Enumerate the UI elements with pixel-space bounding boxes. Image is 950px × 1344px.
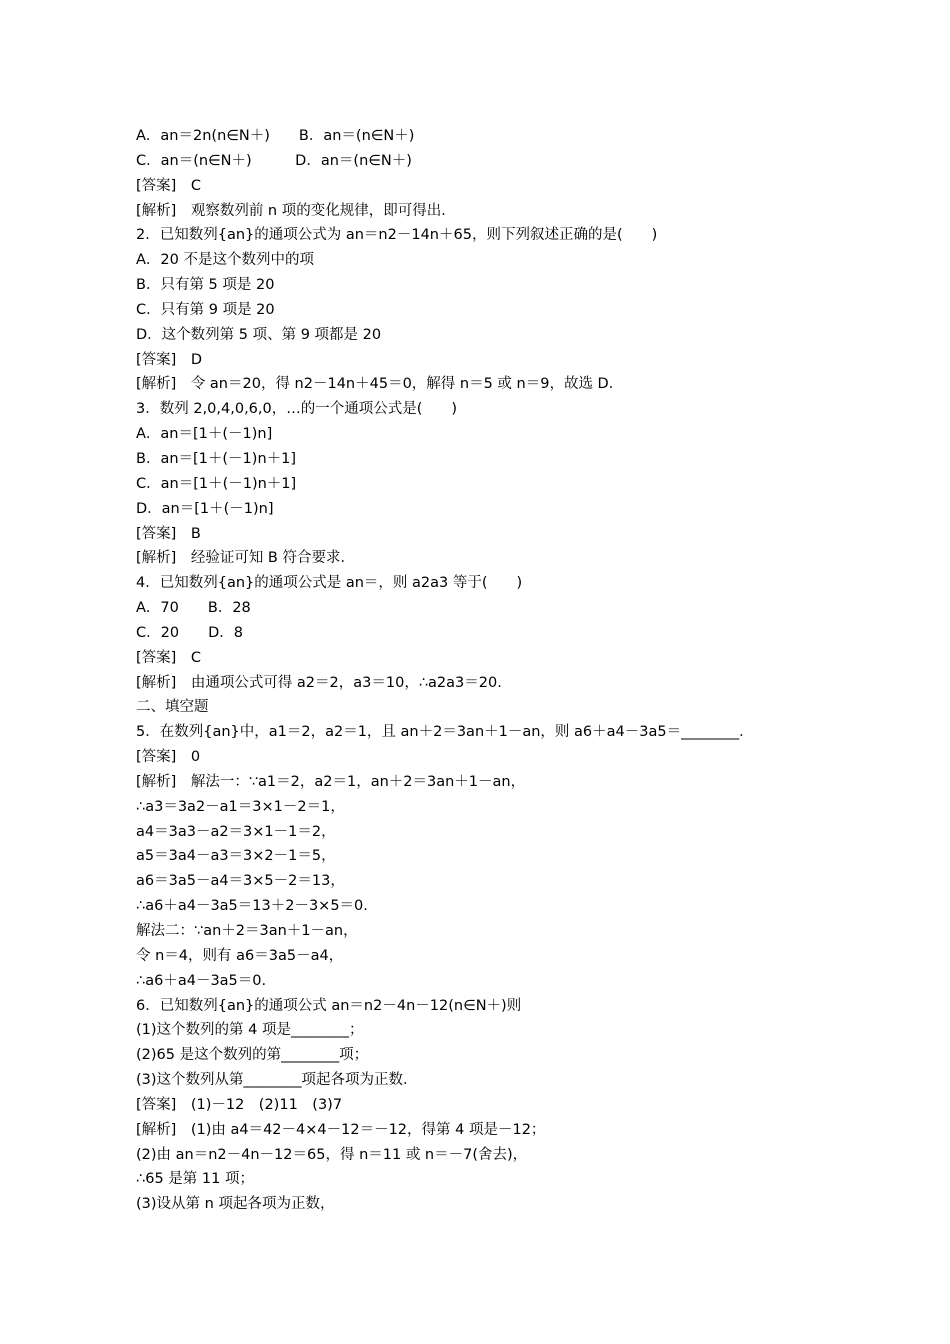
- question-2: 2．已知数列{an}的通项公式为 an＝n2－14n＋65，则下列叙述正确的是( ): [136, 227, 658, 244]
- answer-line: [答案] B: [136, 525, 201, 542]
- solution-line: a5＝3a4－a3＝3×2－1＝5，: [136, 848, 336, 865]
- option-line: C．an＝[1＋(－1)n＋1]: [136, 475, 297, 492]
- solution-line: ∴a6＋a4－3a5＝0.: [136, 972, 267, 989]
- analysis-line: [解析] 由通项公式可得 a2＝2，a3＝10，∴a2a3＝20.: [136, 674, 502, 691]
- sub-question: (2)65 是这个数列的第________项；: [136, 1047, 369, 1064]
- solution-line: a6＝3a5－a4＝3×5－2＝13，: [136, 873, 345, 890]
- question-6: 6．已知数列{an}的通项公式 an＝n2－4n－12(n∈N＋)则: [136, 997, 522, 1014]
- answer-line: [答案] C: [136, 649, 201, 666]
- analysis-line: [解析] 经验证可知 B 符合要求．: [136, 550, 355, 567]
- option-line: C．只有第 9 项是 20: [136, 301, 275, 318]
- answer-line: [答案] 0: [136, 749, 201, 766]
- option-line: D．an＝[1＋(－1)n]: [136, 500, 274, 517]
- analysis-line: [解析] 令 an＝20，得 n2－14n＋45＝0，解得 n＝5 或 n＝9，故选 D．: [136, 376, 624, 393]
- option-line: B．an＝[1＋(－1)n＋1]: [136, 450, 297, 467]
- option-line: C．20 D．8: [136, 624, 243, 641]
- option-line: A．an＝[1＋(－1)n]: [136, 426, 273, 443]
- question-5: 5．在数列{an}中，a1＝2，a2＝1，且 an＋2＝3an＋1－an，则 a6＋a4－3a5＝________．: [136, 724, 754, 741]
- solution-line: ∴a6＋a4－3a5＝13＋2－3×5＝0.: [136, 898, 368, 915]
- answer-line: [答案] D: [136, 351, 202, 368]
- option-line: A．70 B．28: [136, 600, 251, 617]
- option-line: A．20 不是这个数列中的项: [136, 252, 314, 269]
- section-heading: 二、填空题: [136, 699, 209, 716]
- option-line: C．an＝(n∈N＋) D．an＝(n∈N＋): [136, 152, 412, 169]
- option-line: B．只有第 5 项是 20: [136, 277, 275, 294]
- solution-line: (3)设从第 n 项起各项为正数，: [136, 1196, 335, 1213]
- solution-line: 令 n＝4，则有 a6＝3a5－a4，: [136, 947, 344, 964]
- analysis-line: [解析] (1)由 a4＝42－4×4－12＝－12，得第 4 项是－12；: [136, 1121, 546, 1138]
- sub-question: (3)这个数列从第________项起各项为正数．: [136, 1072, 418, 1089]
- document-body: [136, 124, 836, 1217]
- solution-line: ∴a3＝3a2－a1＝3×1－2＝1，: [136, 798, 345, 815]
- question-4: 4．已知数列{an}的通项公式是 an＝，则 a2a3 等于( ): [136, 575, 523, 592]
- answer-line: [答案] (1)－12 (2)11 (3)7: [136, 1096, 343, 1113]
- solution-line: (2)由 an＝n2－4n－12＝65，得 n＝11 或 n＝－7(舍去)，: [136, 1146, 528, 1163]
- solution-line: ∴65 是第 11 项；: [136, 1171, 254, 1188]
- sub-question: (1)这个数列的第 4 项是________；: [136, 1022, 364, 1039]
- analysis-line: [解析] 观察数列前 n 项的变化规律，即可得出．: [136, 202, 456, 219]
- option-line: D．这个数列第 5 项、第 9 项都是 20: [136, 326, 382, 343]
- answer-line: [答案] C: [136, 177, 201, 194]
- solution-line: 解法二：∵an＋2＝3an＋1－an，: [136, 923, 358, 939]
- option-line: A．an＝2n(n∈N＋) B．an＝(n∈N＋): [136, 128, 415, 144]
- question-3: 3．数列 2,0,4,0,6,0，…的一个通项公式是( ): [136, 401, 458, 418]
- solution-line: a4＝3a3－a2＝3×1－1＝2，: [136, 823, 336, 840]
- analysis-line: [解析] 解法一：∵a1＝2，a2＝1，an＋2＝3an＋1－an，: [136, 773, 526, 790]
